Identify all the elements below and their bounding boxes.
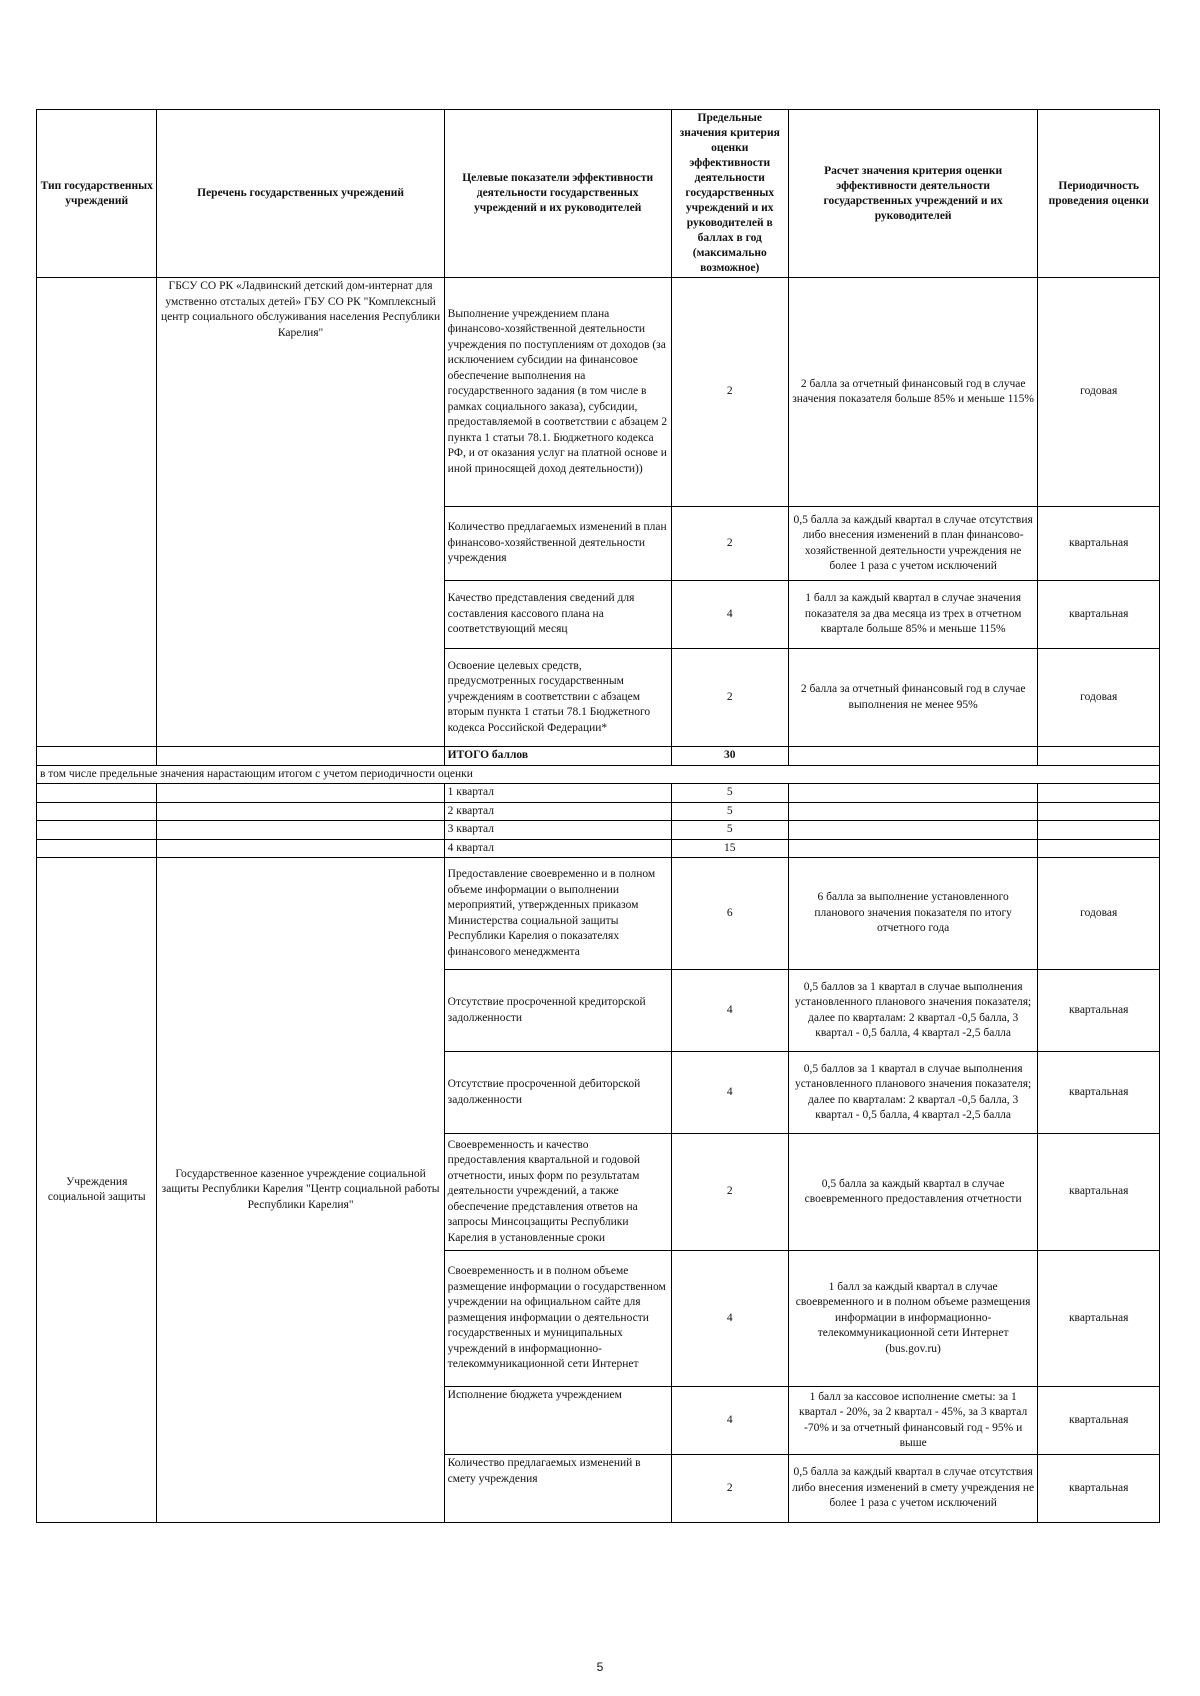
points-cell: 2 bbox=[671, 1134, 788, 1251]
indicator-cell: Исполнение бюджета учреждением bbox=[444, 1387, 671, 1455]
points-cell: 2 bbox=[671, 278, 788, 507]
header-type: Тип государственных учреждений bbox=[37, 110, 157, 278]
period-cell: квартальная bbox=[1038, 1387, 1160, 1455]
points-cell: 4 bbox=[671, 970, 788, 1052]
calc-cell: 0,5 балла за каждый квартал в случае отсутствия либо внесения изменений в смету учреждения не более 1 раза с учетом исключений bbox=[788, 1455, 1038, 1523]
points-cell: 2 bbox=[671, 649, 788, 747]
table-row bbox=[37, 278, 1160, 507]
points-cell: 4 bbox=[671, 581, 788, 649]
indicator-cell: Предоставление своевременно и в полном объеме информации о выполнении мероприятий, утвержденных приказом Министерства социальной защиты Республики Карелия о показателях финансового менеджмента bbox=[444, 858, 671, 970]
header-max-points: Предельные значения критерия оценки эффективности деятельности государственных учреждений и их руководителей в баллах в год (максимально возможное) bbox=[671, 110, 788, 278]
total-row bbox=[37, 747, 1160, 766]
header-calculation: Расчет значения критерия оценки эффективности деятельности государственных учреждений и их руководителей bbox=[788, 110, 1038, 278]
header-periodicity: Периодичность проведения оценки bbox=[1038, 110, 1160, 278]
calc-cell: 2 балла за отчетный финансовый год в случае выполнения не менее 95% bbox=[788, 649, 1038, 747]
calc-cell: 0,5 балла за каждый квартал в случае отсутствия либо внесения изменений в план финансово-хозяйственной деятельности учреждения не более 1 раза с учетом исключений bbox=[788, 507, 1038, 581]
cumulative-note: в том числе предельные значения нарастающим итогом с учетом периодичности оценки bbox=[37, 765, 1160, 784]
period-cell: квартальная bbox=[1038, 1134, 1160, 1251]
period-cell: годовая bbox=[1038, 649, 1160, 747]
period-cell: квартальная bbox=[1038, 1251, 1160, 1387]
institutions-cell: ГБСУ СО РК «Ладвинский детский дом-интернат для умственно отсталых детей» ГБУ СО РК "Комплексный центр социального обслуживания населения Республики Карелия" bbox=[157, 278, 444, 747]
points-cell: 4 bbox=[671, 1052, 788, 1134]
quarter-label: 4 квартал bbox=[444, 839, 671, 858]
quarter-value: 5 bbox=[671, 784, 788, 803]
indicator-cell: Количество предлагаемых изменений в план финансово-хозяйственной деятельности учреждения bbox=[444, 507, 671, 581]
indicator-cell: Своевременность и качество предоставления квартальной и годовой отчетности, иных форм по результатам деятельности учреждений, а также обеспечение представления ответов на запросы Минсоцзащиты Республики Карелия в установленные сроки bbox=[444, 1134, 671, 1251]
note-row bbox=[37, 765, 1160, 784]
quarter-value: 15 bbox=[671, 839, 788, 858]
calc-cell: 0,5 баллов за 1 квартал в случае выполнения установленного планового значения показателя; далее по кварталам: 2 квартал -0,5 балла, 3 квартал - 0,5 балла, 4 квартал -2,5 балла bbox=[788, 970, 1038, 1052]
indicator-cell: Количество предлагаемых изменений в смету учреждения bbox=[444, 1455, 671, 1523]
points-cell: 4 bbox=[671, 1387, 788, 1455]
calc-cell: 0,5 балла за каждый квартал в случае своевременного предоставления отчетности bbox=[788, 1134, 1038, 1251]
header-row bbox=[37, 110, 1160, 278]
header-indicators: Целевые показатели эффективности деятельности государственных учреждений и их руководителей bbox=[444, 110, 671, 278]
page-number: 5 bbox=[596, 1660, 604, 1674]
criteria-table bbox=[36, 109, 1160, 1523]
calc-cell: 1 балл за каждый квартал в случае своевременного и в полном объеме размещения информации в информационно-телекоммуникационной сети Интернет (bus.gov.ru) bbox=[788, 1251, 1038, 1387]
institution-type-cell: Учреждения социальной защиты bbox=[37, 858, 157, 1523]
quarter-row bbox=[37, 802, 1160, 821]
period-cell: квартальная bbox=[1038, 507, 1160, 581]
quarter-row bbox=[37, 784, 1160, 803]
quarter-value: 5 bbox=[671, 821, 788, 840]
total-label: ИТОГО баллов bbox=[444, 747, 671, 766]
total-value: 30 bbox=[671, 747, 788, 766]
calc-cell: 6 балла за выполнение установленного планового значения показателя по итогу отчетного года bbox=[788, 858, 1038, 970]
institutions-cell: Государственное казенное учреждение социальной защиты Республики Карелия "Центр социальной работы Республики Карелия" bbox=[157, 858, 444, 1523]
indicator-cell: Освоение целевых средств, предусмотренных государственным учреждениям в соответствии с абзацем вторым пункта 1 статьи 78.1 Бюджетного кодекса Российской Федерации* bbox=[444, 649, 671, 747]
period-cell: годовая bbox=[1038, 278, 1160, 507]
period-cell: квартальная bbox=[1038, 1455, 1160, 1523]
calc-cell: 1 балл за каждый квартал в случае значения показателя за два месяца из трех в отчетном квартале больше 85% и меньше 115% bbox=[788, 581, 1038, 649]
points-cell: 4 bbox=[671, 1251, 788, 1387]
quarter-value: 5 bbox=[671, 802, 788, 821]
period-cell: квартальная bbox=[1038, 970, 1160, 1052]
indicator-cell: Отсутствие просроченной дебиторской задолженности bbox=[444, 1052, 671, 1134]
period-cell: квартальная bbox=[1038, 581, 1160, 649]
calc-cell: 2 балла за отчетный финансовый год в случае значения показателя больше 85% и меньше 115% bbox=[788, 278, 1038, 507]
type-cell bbox=[37, 278, 157, 747]
quarter-row bbox=[37, 821, 1160, 840]
indicator-cell: Выполнение учреждением плана финансово-хозяйственной деятельности учреждения по поступлениям от доходов (за исключением субсидии на финансовое обеспечение выполнения на государственного задания (в том числе в рамках социального заказа), субсидии, предоставляемой в соответствии с абзацем 2 пункта 1 статьи 78.1. Бюджетного кодекса РФ, и от оказания услуг на платной основе и иной приносящей доход деятельности)) bbox=[444, 278, 671, 507]
quarter-row bbox=[37, 839, 1160, 858]
indicator-cell: Отсутствие просроченной кредиторской задолженности bbox=[444, 970, 671, 1052]
points-cell: 6 bbox=[671, 858, 788, 970]
points-cell: 2 bbox=[671, 1455, 788, 1523]
table-row bbox=[37, 858, 1160, 970]
quarter-label: 3 квартал bbox=[444, 821, 671, 840]
indicator-cell: Качество представления сведений для составления кассового плана на соответствующий месяц bbox=[444, 581, 671, 649]
points-cell: 2 bbox=[671, 507, 788, 581]
quarter-label: 2 квартал bbox=[444, 802, 671, 821]
header-institutions: Перечень государственных учреждений bbox=[157, 110, 444, 278]
indicator-cell: Своевременность и в полном объеме размещение информации о государственном учреждении на официальном сайте для размещения информации о деятельности государственных и муниципальных учреждений в информационно-телекоммуникационной сети Интернет bbox=[444, 1251, 671, 1387]
calc-cell: 1 балл за кассовое исполнение сметы: за 1 квартал - 20%, за 2 квартал - 45%, за 3 квартал -70% и за отчетный финансовый год - 95% и выше bbox=[788, 1387, 1038, 1455]
quarter-label: 1 квартал bbox=[444, 784, 671, 803]
calc-cell: 0,5 баллов за 1 квартал в случае выполнения установленного планового значения показателя; далее по кварталам: 2 квартал -0,5 балла, 3 квартал - 0,5 балла, 4 квартал -2,5 балла bbox=[788, 1052, 1038, 1134]
period-cell: квартальная bbox=[1038, 1052, 1160, 1134]
period-cell: годовая bbox=[1038, 858, 1160, 970]
